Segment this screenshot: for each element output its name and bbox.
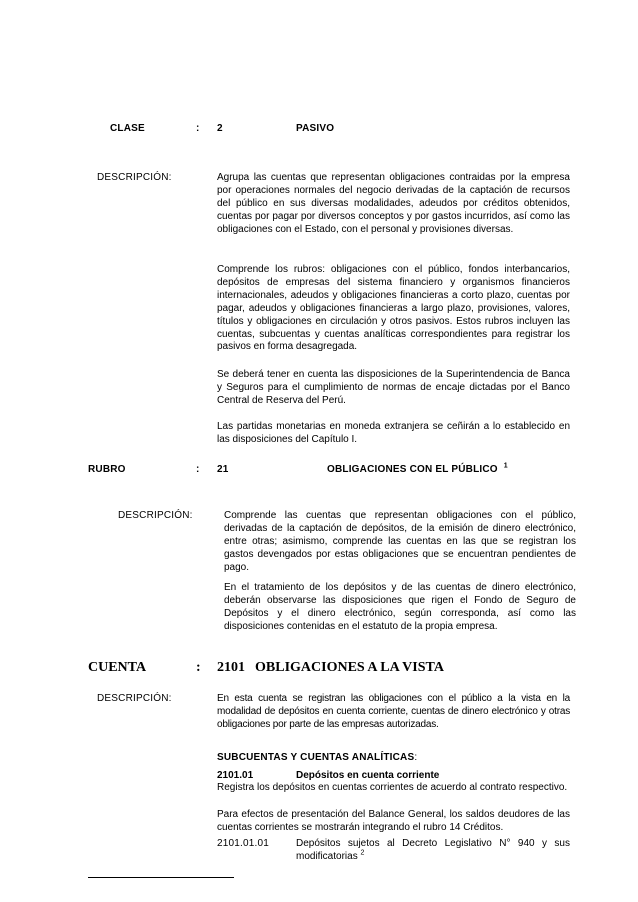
clase-name: PASIVO [296,123,335,134]
cuenta-label: CUENTA [88,660,147,675]
clase-description-label: DESCRIPCIÓN: [97,172,172,183]
cuenta-description-label: DESCRIPCIÓN: [97,693,172,704]
analitica-line [296,838,570,864]
analitica-name: Depósitos sujetos al Decreto Legislativo N° 940 y sus modificatorias [296,838,570,862]
rubro-description-label: DESCRIPCIÓN: [118,510,193,521]
clase-paragraph-2: Comprende los rubros: obligaciones con el público, fondos interbancarios, depósitos de empresas del sistema financiero y organismos financieros internacionales, adeudos y obligaciones financieras a corto plazo, cuentas por pagar, adeudos y obligaciones financieras a largo plazo, provisiones, valores, títulos y obligaciones en circulación y otros pasivos. Estos rubros incluyen las cuentas, subcuentas y cuentas analíticas correspondientes para registrar los pasivos en forma desagregada. [217,264,570,353]
subcuenta-code: 2101.01 [217,770,254,781]
rubro-label: RUBRO [88,464,126,475]
rubro-name-line [327,464,508,475]
cuenta-code: 2101 [217,660,245,675]
clase-paragraph-4: Las partidas monetarias en moneda extranjera se ceñirán a lo establecido en las disposiciones del Capítulo I. [217,421,570,445]
subcuentas-heading-line [217,752,417,763]
footnote-separator [88,877,234,878]
clase-label: CLASE [110,123,145,134]
clase-paragraph-1: Agrupa las cuentas que representan obligaciones contraidas por la empresa por operaciones normales del negocio derivadas de la captación de recursos del público en sus diversas modalidades, adeudos por créditos obtenidos, cuentas por pagar por diversos conceptos y por gastos incurridos, así como las obligaciones con el Estado, con el personal y provisiones diversas. [217,172,570,235]
rubro-footnote-mark: 1 [503,462,508,470]
subcuenta-name: Depósitos en cuenta corriente [296,770,440,781]
subcuentas-heading-colon: : [414,752,418,763]
rubro-paragraph-1: Comprende las cuentas que representan obligaciones con el público, derivadas de la captación de depósitos, de la emisión de dinero electrónico, entre otras; asimismo, comprende las cuentas en las que se registran los gastos devengados por estas obligaciones que se encuentran pendientes de pago. [224,510,576,573]
clase-colon: : [196,123,200,134]
subcuenta-text-1: Registra los depósitos en cuentas corrientes de acuerdo al contrato respectivo. [217,782,568,793]
cuenta-colon: : [196,660,201,675]
subcuentas-heading: SUBCUENTAS Y CUENTAS ANALÍTICAS [217,752,415,763]
rubro-paragraph-2: En el tratamiento de los depósitos y de las cuentas de dinero electrónico, deberán observarse las disposiciones que rigen el Fondo de Seguro de Depósitos y el dinero electrónico, según corresponda, así como las disposiciones contenidas en el estatuto de la propia empresa. [224,582,576,632]
analitica-code: 2101.01.01 [217,838,270,849]
analitica-footnote-mark: 2 [360,849,365,857]
subcuenta-text-2: Para efectos de presentación del Balance General, los saldos deudores de las cuentas corrientes se mostrarán integrando el rubro 14 Créditos. [217,809,570,833]
rubro-name: OBLIGACIONES CON EL PÚBLICO [327,464,498,475]
clase-paragraph-3: Se deberá tener en cuenta las disposiciones de la Superintendencia de Banca y Seguros para el cumplimiento de normas de encaje dictadas por el Banco Central de Reserva del Perú. [217,369,570,406]
cuenta-description: En esta cuenta se registran las obligaciones con el público a la vista en la modalidad de depósitos en cuenta corriente, cuentas de dinero electrónico y otras obligaciones por parte de las empresas autorizadas. [217,693,570,730]
clase-code: 2 [217,123,223,134]
rubro-code: 21 [217,464,229,475]
cuenta-name: OBLIGACIONES A LA VISTA [255,660,444,675]
rubro-colon: : [196,464,200,475]
